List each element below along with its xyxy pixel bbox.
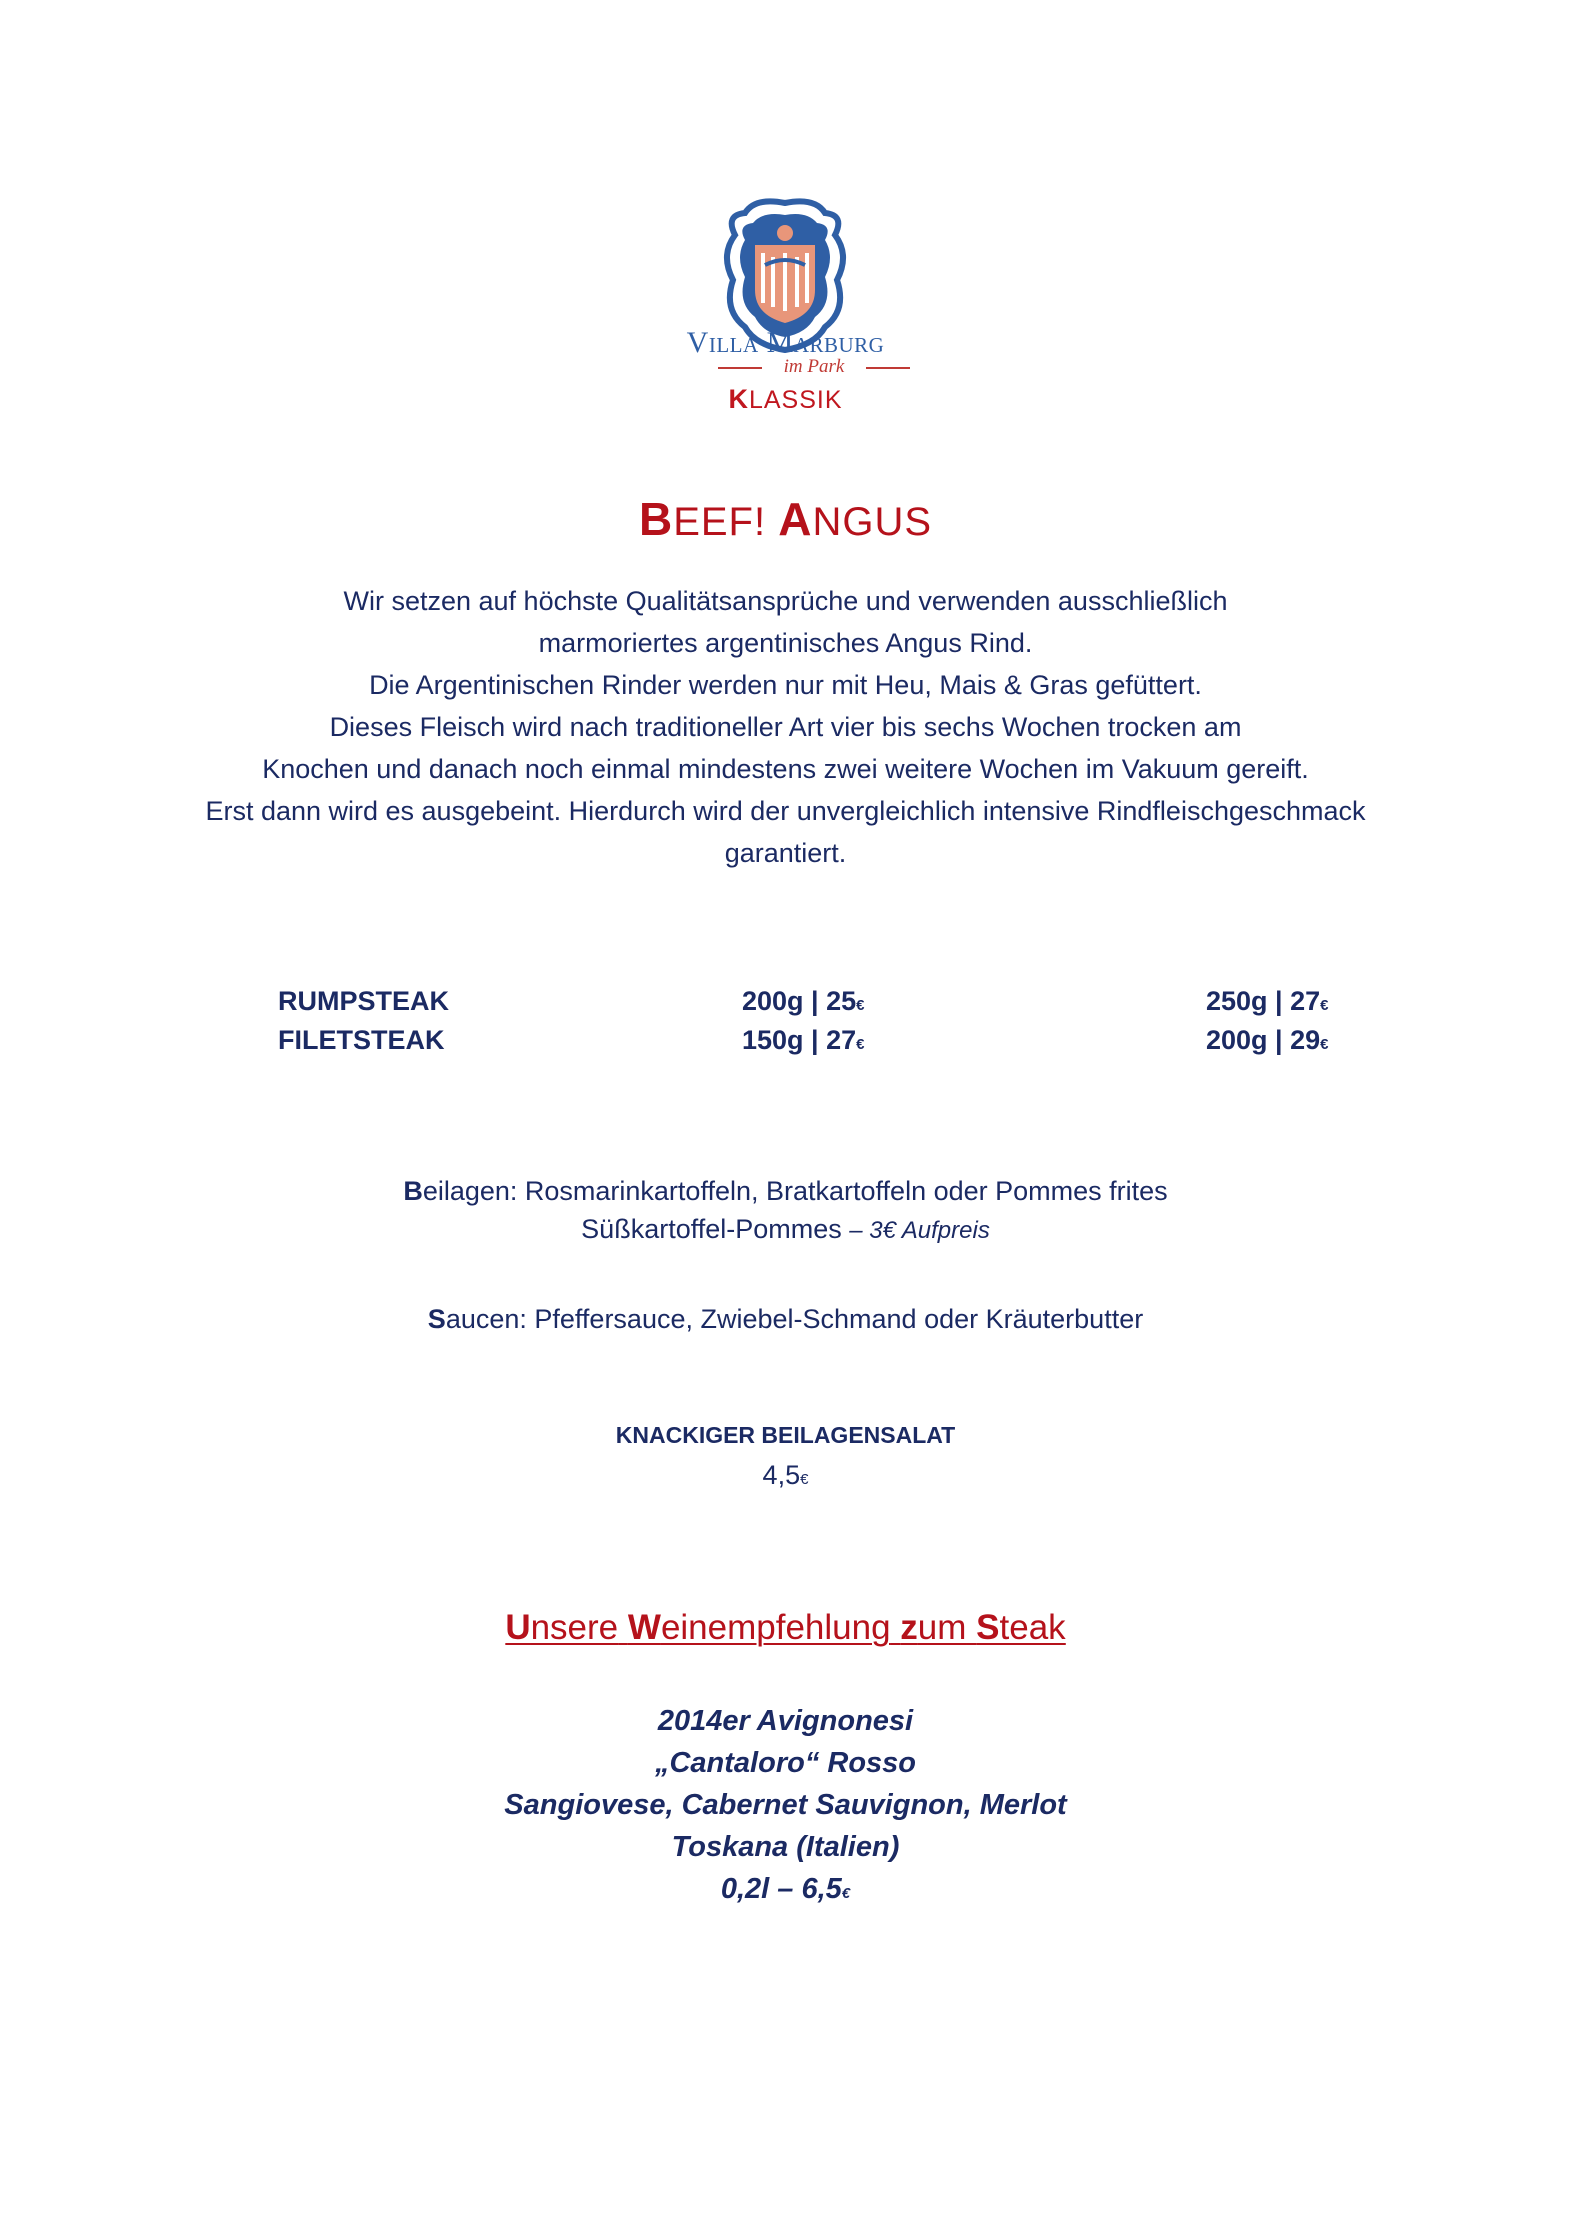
wine-grapes: Sangiovese, Cabernet Sauvignon, Merlot bbox=[504, 1789, 1067, 1821]
price-row-filetsteak bbox=[0, 1025, 1571, 1061]
brand-subtitle bbox=[718, 356, 910, 378]
dish-name: RUMPSTEAK bbox=[278, 986, 450, 1016]
intro-line: marmoriertes argentinisches Angus Rind. bbox=[538, 628, 1033, 658]
salad-title: KNACKIGER BEILAGENSALAT bbox=[615, 1422, 956, 1448]
brand-sub-text: im Park bbox=[783, 356, 845, 377]
price-option: 250g | 27€ bbox=[1206, 986, 1329, 1016]
dish-name: FILETSTEAK bbox=[278, 1025, 445, 1055]
wine-details bbox=[0, 1700, 1571, 1915]
intro-line: Erst dann wird es ausgebeint. Hierdurch wird der unvergleichlich intensive Rindfleischgeschmack bbox=[205, 796, 1366, 826]
salad-price: 4,5€ bbox=[762, 1460, 809, 1490]
wine-recommendation-heading: Unsere Weinempfehlung zum Steak bbox=[505, 1608, 1066, 1647]
wine-price: 0,2l – 6,5€ bbox=[720, 1873, 851, 1905]
wine-name: „Cantaloro“ Rosso bbox=[654, 1747, 917, 1779]
intro-line: Dieses Fleisch wird nach traditioneller Art vier bis sechs Wochen trocken am bbox=[329, 712, 1242, 742]
price-option: 200g | 25€ bbox=[742, 986, 865, 1016]
price-row-rumpsteak bbox=[0, 986, 1571, 1022]
intro-line: garantiert. bbox=[724, 838, 847, 868]
intro-line: Wir setzen auf höchste Qualitätsansprüche und verwenden ausschließlich bbox=[343, 586, 1228, 616]
price-option: 200g | 29€ bbox=[1206, 1025, 1329, 1055]
sides-saucen: Saucen: Pfeffersauce, Zwiebel-Schmand oder Kräuterbutter bbox=[427, 1304, 1144, 1334]
intro-line: Die Argentinischen Rinder werden nur mit Heu, Mais & Gras gefüttert. bbox=[369, 670, 1202, 700]
menu-category: KLASSIK bbox=[728, 384, 843, 414]
wine-vintage: 2014er Avignonesi bbox=[657, 1705, 914, 1737]
sides-sweet-potato: Süßkartoffel-Pommes – 3€ Aufpreis bbox=[581, 1214, 990, 1244]
wine-region: Toskana (Italien) bbox=[671, 1831, 900, 1863]
price-option: 150g | 27€ bbox=[742, 1025, 865, 1055]
brand-name: Villa Marburg bbox=[686, 326, 885, 359]
sides-beilagen: Beilagen: Rosmarinkartoffeln, Bratkartoffeln oder Pommes frites bbox=[403, 1176, 1168, 1206]
page-title: BEEF! ANGUS bbox=[638, 493, 933, 545]
intro-text bbox=[140, 580, 1431, 874]
intro-line: Knochen und danach noch einmal mindestens zwei weitere Wochen im Vakuum gereift. bbox=[262, 754, 1309, 784]
